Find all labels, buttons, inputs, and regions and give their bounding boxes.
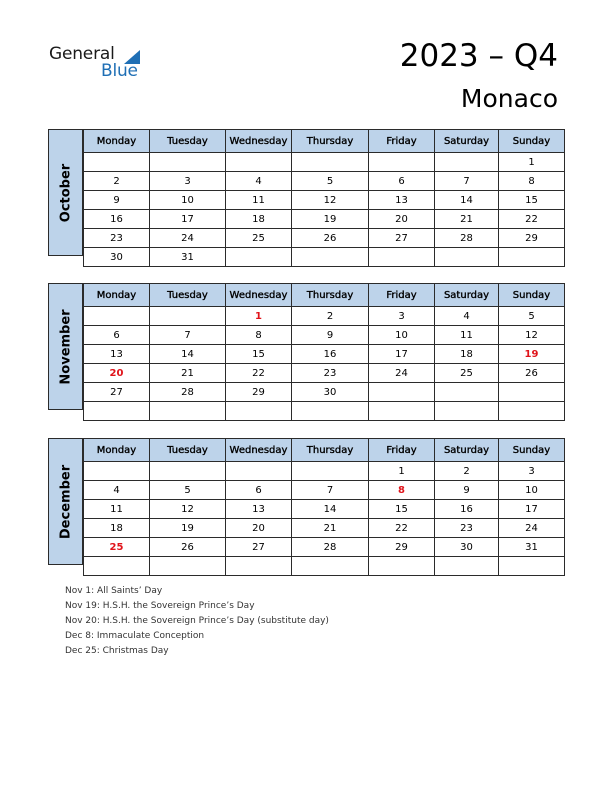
day-cell: 27 — [226, 538, 292, 557]
week-row — [84, 383, 565, 402]
day-cell: 22 — [226, 364, 292, 383]
empty-day-cell — [226, 462, 292, 481]
day-cell: 22 — [499, 210, 565, 229]
week-row — [84, 172, 565, 191]
holiday-notes — [65, 584, 329, 659]
empty-day-cell — [292, 153, 369, 172]
day-cell: 8 — [499, 172, 565, 191]
empty-day-cell — [226, 402, 292, 421]
day-cell: 10 — [369, 326, 435, 345]
month-name: December — [58, 464, 73, 539]
empty-day-cell — [292, 557, 369, 576]
holiday-note: Nov 20: H.S.H. the Sovereign Prince’s Day (substitute day) — [65, 616, 329, 626]
empty-day-cell — [226, 153, 292, 172]
day-cell: 28 — [435, 229, 499, 248]
day-cell: 19 — [499, 345, 565, 364]
weekday-header: Thursday — [292, 130, 369, 153]
page-title: 2023 – Q4 — [399, 38, 558, 74]
day-cell: 8 — [226, 326, 292, 345]
month-name: October — [58, 163, 73, 222]
week-row — [84, 402, 565, 421]
day-cell: 13 — [226, 500, 292, 519]
day-cell: 19 — [150, 519, 226, 538]
weekday-header: Saturday — [435, 439, 499, 462]
month-label-october — [48, 129, 83, 256]
day-cell: 2 — [84, 172, 150, 191]
day-cell: 1 — [499, 153, 565, 172]
day-cell: 29 — [369, 538, 435, 557]
day-cell: 31 — [150, 248, 226, 267]
day-cell: 1 — [226, 307, 292, 326]
weekday-header: Tuesday — [150, 284, 226, 307]
empty-day-cell — [499, 402, 565, 421]
day-cell: 19 — [292, 210, 369, 229]
day-cell: 6 — [226, 481, 292, 500]
day-cell: 30 — [435, 538, 499, 557]
week-row — [84, 229, 565, 248]
day-cell: 20 — [369, 210, 435, 229]
day-cell: 15 — [499, 191, 565, 210]
week-row — [84, 500, 565, 519]
empty-day-cell — [435, 557, 499, 576]
weekday-header: Tuesday — [150, 130, 226, 153]
day-cell: 24 — [369, 364, 435, 383]
day-cell: 30 — [292, 383, 369, 402]
day-cell: 10 — [499, 481, 565, 500]
empty-day-cell — [292, 402, 369, 421]
day-cell: 7 — [150, 326, 226, 345]
empty-day-cell — [84, 307, 150, 326]
week-row — [84, 462, 565, 481]
holiday-note: Dec 8: Immaculate Conception — [65, 631, 205, 641]
day-cell: 11 — [435, 326, 499, 345]
weekday-header: Monday — [84, 439, 150, 462]
day-cell: 21 — [292, 519, 369, 538]
day-cell: 22 — [369, 519, 435, 538]
empty-day-cell — [435, 153, 499, 172]
day-cell: 5 — [499, 307, 565, 326]
empty-day-cell — [150, 462, 226, 481]
week-row — [84, 210, 565, 229]
empty-day-cell — [369, 402, 435, 421]
day-cell: 3 — [499, 462, 565, 481]
day-cell: 20 — [84, 364, 150, 383]
day-cell: 9 — [435, 481, 499, 500]
week-row — [84, 538, 565, 557]
day-cell: 18 — [84, 519, 150, 538]
week-row — [84, 191, 565, 210]
week-row — [84, 345, 565, 364]
day-cell: 4 — [435, 307, 499, 326]
empty-day-cell — [499, 248, 565, 267]
day-cell: 29 — [226, 383, 292, 402]
day-cell: 11 — [226, 191, 292, 210]
logo-blue-text: Blue — [101, 61, 138, 81]
empty-day-cell — [150, 153, 226, 172]
day-cell: 13 — [369, 191, 435, 210]
month-october — [48, 129, 564, 263]
week-row — [84, 307, 565, 326]
day-cell: 16 — [435, 500, 499, 519]
day-cell: 27 — [84, 383, 150, 402]
empty-day-cell — [369, 383, 435, 402]
empty-day-cell — [499, 383, 565, 402]
day-cell: 10 — [150, 191, 226, 210]
empty-day-cell — [292, 248, 369, 267]
day-cell: 12 — [150, 500, 226, 519]
day-cell: 25 — [84, 538, 150, 557]
week-row — [84, 326, 565, 345]
weekday-header: Tuesday — [150, 439, 226, 462]
day-cell: 3 — [369, 307, 435, 326]
empty-day-cell — [292, 462, 369, 481]
day-cell: 9 — [84, 191, 150, 210]
empty-day-cell — [369, 153, 435, 172]
day-cell: 5 — [292, 172, 369, 191]
calendar-table — [83, 438, 565, 576]
logo — [49, 44, 149, 84]
day-cell: 6 — [369, 172, 435, 191]
day-cell: 14 — [150, 345, 226, 364]
day-cell: 7 — [292, 481, 369, 500]
week-row — [84, 153, 565, 172]
empty-day-cell — [369, 557, 435, 576]
day-cell: 15 — [226, 345, 292, 364]
day-cell: 3 — [150, 172, 226, 191]
week-row — [84, 248, 565, 267]
day-cell: 5 — [150, 481, 226, 500]
empty-day-cell — [150, 557, 226, 576]
weekday-header: Wednesday — [226, 439, 292, 462]
calendar-table — [83, 129, 565, 267]
day-cell: 23 — [292, 364, 369, 383]
month-name: November — [58, 308, 73, 385]
day-cell: 18 — [226, 210, 292, 229]
day-cell: 26 — [499, 364, 565, 383]
weekday-header: Thursday — [292, 439, 369, 462]
weekday-header: Saturday — [435, 130, 499, 153]
month-label-november — [48, 283, 83, 410]
day-cell: 6 — [84, 326, 150, 345]
day-cell: 18 — [435, 345, 499, 364]
weekday-header: Saturday — [435, 284, 499, 307]
day-cell: 26 — [150, 538, 226, 557]
empty-day-cell — [369, 248, 435, 267]
week-row — [84, 557, 565, 576]
day-cell: 4 — [226, 172, 292, 191]
weekday-header: Monday — [84, 284, 150, 307]
day-cell: 7 — [435, 172, 499, 191]
day-cell: 17 — [150, 210, 226, 229]
empty-day-cell — [435, 383, 499, 402]
day-cell: 29 — [499, 229, 565, 248]
day-cell: 2 — [435, 462, 499, 481]
day-cell: 11 — [84, 500, 150, 519]
empty-day-cell — [84, 462, 150, 481]
weekday-header: Friday — [369, 439, 435, 462]
holiday-note: Dec 25: Christmas Day — [65, 646, 169, 656]
day-cell: 28 — [150, 383, 226, 402]
month-november — [48, 283, 564, 410]
day-cell: 2 — [292, 307, 369, 326]
weekday-header: Sunday — [499, 439, 565, 462]
day-cell: 25 — [226, 229, 292, 248]
weekday-header: Friday — [369, 130, 435, 153]
day-cell: 24 — [499, 519, 565, 538]
day-cell: 1 — [369, 462, 435, 481]
day-cell: 14 — [435, 191, 499, 210]
empty-day-cell — [499, 557, 565, 576]
weekday-header: Sunday — [499, 284, 565, 307]
day-cell: 23 — [435, 519, 499, 538]
day-cell: 9 — [292, 326, 369, 345]
day-cell: 8 — [369, 481, 435, 500]
day-cell: 21 — [150, 364, 226, 383]
weekday-header: Wednesday — [226, 284, 292, 307]
day-cell: 26 — [292, 229, 369, 248]
month-label-december — [48, 438, 83, 565]
weekday-header: Wednesday — [226, 130, 292, 153]
empty-day-cell — [84, 557, 150, 576]
empty-day-cell — [226, 557, 292, 576]
empty-day-cell — [150, 307, 226, 326]
week-row — [84, 519, 565, 538]
day-cell: 23 — [84, 229, 150, 248]
day-cell: 27 — [369, 229, 435, 248]
day-cell: 17 — [369, 345, 435, 364]
empty-day-cell — [226, 248, 292, 267]
day-cell: 25 — [435, 364, 499, 383]
holiday-note: Nov 19: H.S.H. the Sovereign Prince’s Day — [65, 601, 255, 611]
weekday-header: Sunday — [499, 130, 565, 153]
day-cell: 12 — [499, 326, 565, 345]
weekday-header: Monday — [84, 130, 150, 153]
weekday-header: Friday — [369, 284, 435, 307]
month-december — [48, 438, 564, 565]
day-cell: 14 — [292, 500, 369, 519]
weekday-header: Thursday — [292, 284, 369, 307]
day-cell: 17 — [499, 500, 565, 519]
country-name: Monaco — [460, 84, 558, 113]
week-row — [84, 481, 565, 500]
empty-day-cell — [84, 153, 150, 172]
day-cell: 15 — [369, 500, 435, 519]
day-cell: 28 — [292, 538, 369, 557]
day-cell: 30 — [84, 248, 150, 267]
empty-day-cell — [84, 402, 150, 421]
empty-day-cell — [150, 402, 226, 421]
day-cell: 12 — [292, 191, 369, 210]
calendar-table — [83, 283, 565, 421]
day-cell: 31 — [499, 538, 565, 557]
empty-day-cell — [435, 248, 499, 267]
day-cell: 24 — [150, 229, 226, 248]
day-cell: 13 — [84, 345, 150, 364]
week-row — [84, 364, 565, 383]
day-cell: 21 — [435, 210, 499, 229]
day-cell: 16 — [292, 345, 369, 364]
empty-day-cell — [435, 402, 499, 421]
holiday-note: Nov 1: All Saints’ Day — [65, 586, 163, 596]
day-cell: 16 — [84, 210, 150, 229]
logo-general-text: General — [49, 44, 115, 64]
day-cell: 4 — [84, 481, 150, 500]
day-cell: 20 — [226, 519, 292, 538]
